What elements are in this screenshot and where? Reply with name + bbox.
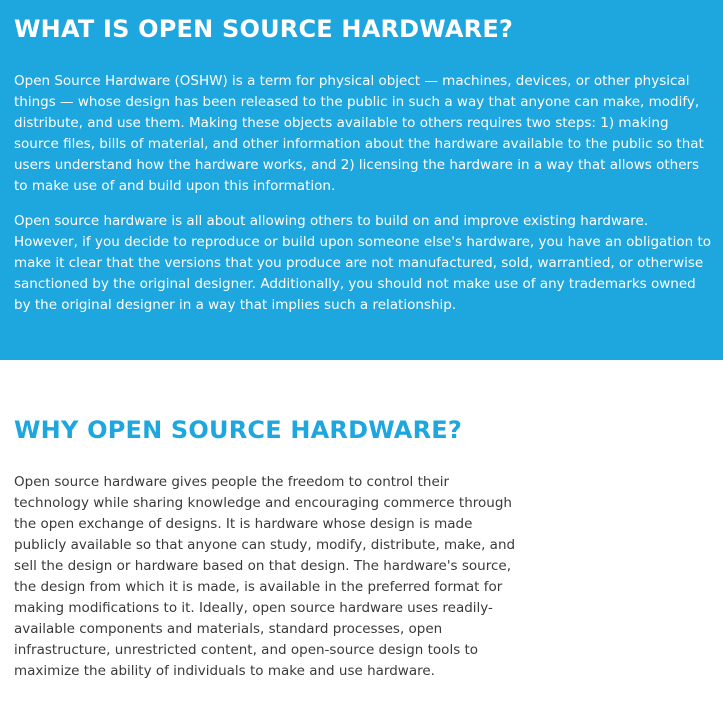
why-oshw-heading: WHY OPEN SOURCE HARDWARE?	[14, 416, 462, 444]
what-is-oshw-paragraph-1: Open Source Hardware (OSHW) is a term for physical object — machines, devices, or other physical things — whose design has been released to the public in such a way that anyone can make, modify, distribute, and use them. Making these objects available to others requires two steps: 1) making source files, bills of material, and other information about the hardware available to the public so that users understand how the hardware works, and 2) licensing the hardware in a way that allows others to make use of and build upon this information.	[14, 73, 704, 194]
what-is-oshw-heading: WHAT IS OPEN SOURCE HARDWARE?	[14, 15, 514, 43]
what-is-oshw-paragraph-2: Open source hardware is all about allowing others to build on and improve existing hardware. However, if you decide to reproduce or build upon someone else's hardware, you have an obligation to make it clear that the versions that you produce are not manufactured, sold, warrantied, or otherwise sanctioned by the original designer. Additionally, you should not make use of any trademarks owned by the original designer in a way that implies such a relationship.	[14, 213, 712, 313]
why-oshw-paragraph: Open source hardware gives people the freedom to control their technology while sharing knowledge and encouraging commerce through the open exchange of designs. It is hardware whose design is made publicly available so that anyone can study, modify, distribute, make, and sell the design or hardware based on that design. The hardware's source, the design from which it is made, is available in the preferred format for making modifications to it. Ideally, open source hardware uses readily-available components and materials, standard processes, open infrastructure, unrestricted content, and open-source design tools to maximize the ability of individuals to make and use hardware.	[14, 474, 516, 679]
